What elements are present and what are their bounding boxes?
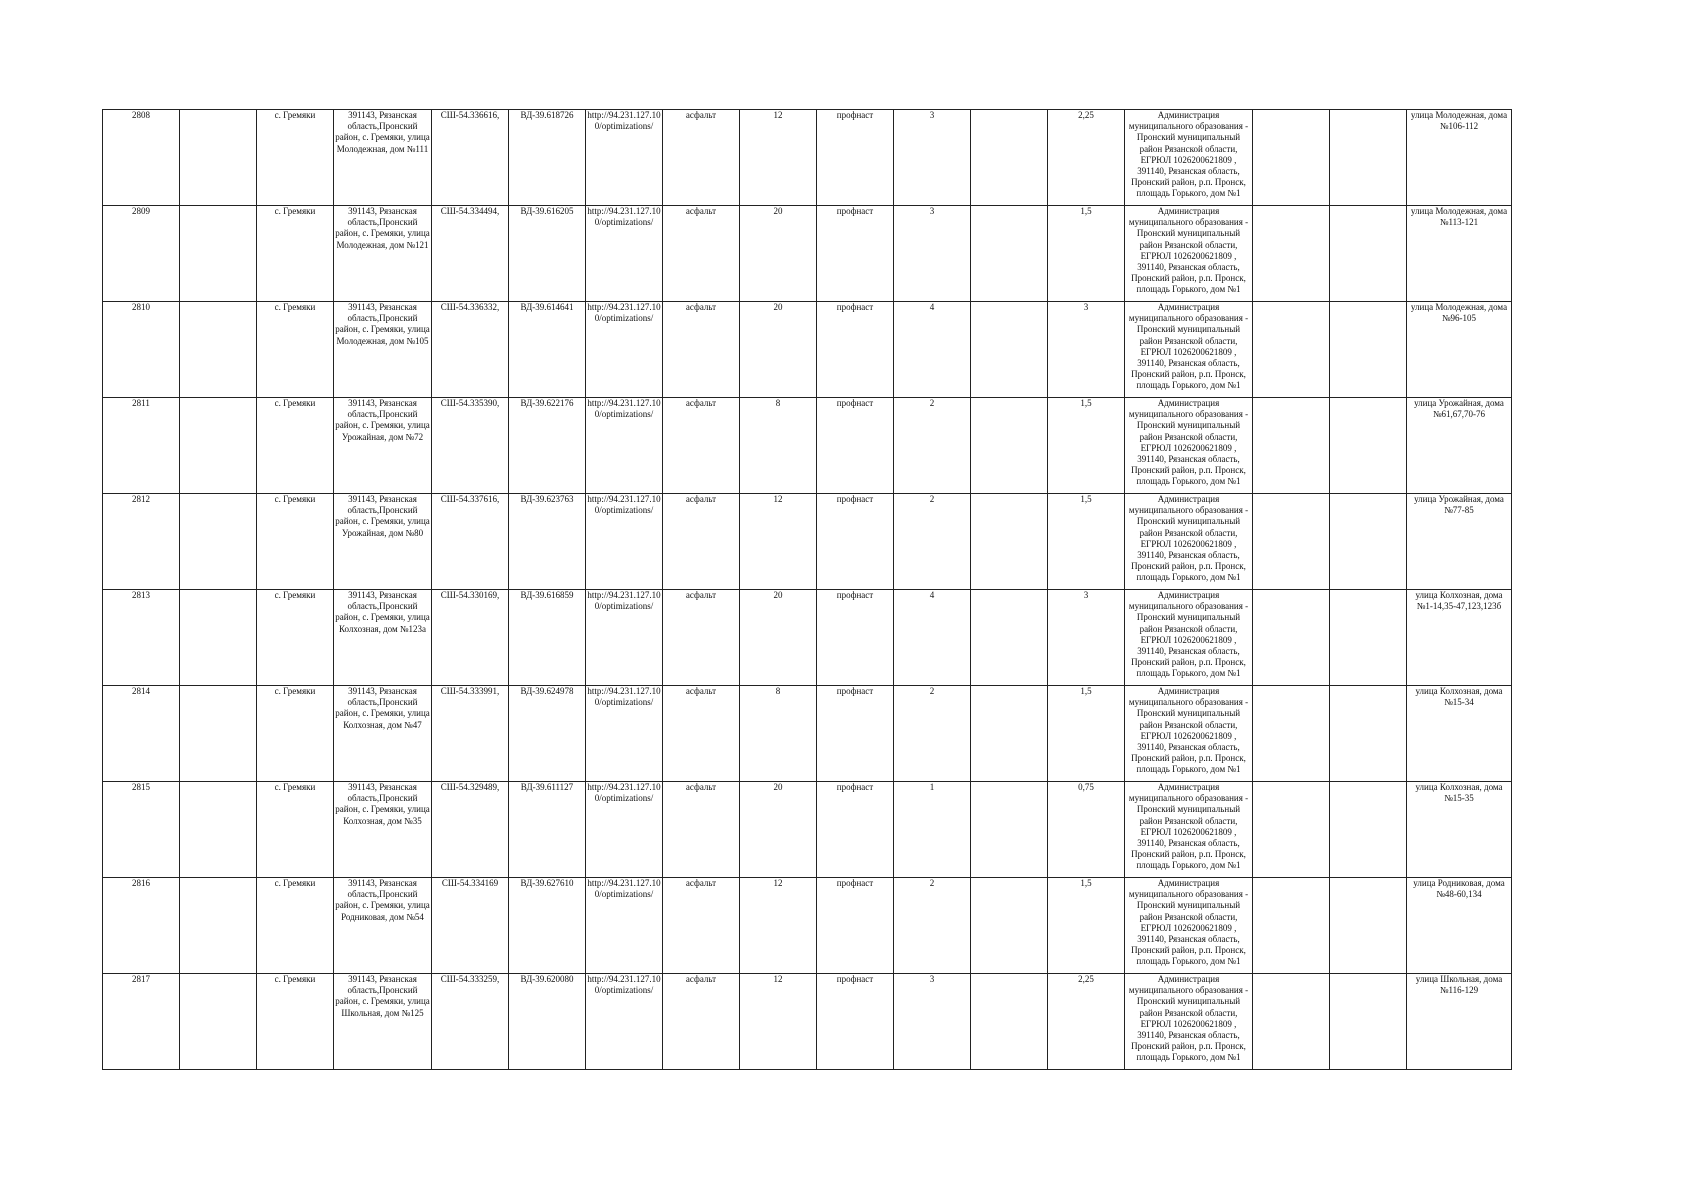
empty-cell (1330, 782, 1407, 878)
map-link-cell[interactable]: http://94.231.127.100/optimizations/ (586, 782, 663, 878)
waste-sources-cell: улица Урожайная, дома №61,67,70-76 (1407, 398, 1512, 494)
area-cell: 12 (740, 878, 817, 974)
surface-cell: асфальт (663, 398, 740, 494)
empty-cell (180, 494, 257, 590)
table-row (103, 206, 1512, 302)
empty-cell (1330, 206, 1407, 302)
empty-cell (1330, 110, 1407, 206)
table-row (103, 494, 1512, 590)
empty-cell (971, 782, 1048, 878)
owner-cell: Администрация муниципального образования - Пронский муниципальный район Рязанской области, ЕГРЮЛ 1026200621809 , 391140, Рязанская область, Пронский район, р.п. Пронск, площадь Горького, дом №1 (1125, 206, 1253, 302)
container-count-cell: 4 (894, 590, 971, 686)
owner-cell: Администрация муниципального образования - Пронский муниципальный район Рязанской области, ЕГРЮЛ 1026200621809 , 391140, Рязанская область, Пронский район, р.п. Пронск, площадь Горького, дом №1 (1125, 494, 1253, 590)
volume-cell: 3 (1048, 590, 1125, 686)
waste-sources-cell: улица Колхозная, дома №1-14,35-47,123,123б (1407, 590, 1512, 686)
empty-cell (1330, 878, 1407, 974)
locality-cell: с. Гремяки (257, 302, 334, 398)
fence-material-cell: профнаст (817, 110, 894, 206)
row-number: 2816 (103, 878, 180, 974)
longitude-cell: ВД-39.618726 (509, 110, 586, 206)
locality-cell: с. Гремяки (257, 974, 334, 1070)
empty-cell (180, 398, 257, 494)
fence-material-cell: профнаст (817, 206, 894, 302)
waste-sites-table (102, 109, 1512, 1070)
owner-cell: Администрация муниципального образования - Пронский муниципальный район Рязанской области, ЕГРЮЛ 1026200621809 , 391140, Рязанская область, Пронский район, р.п. Пронск, площадь Горького, дом №1 (1125, 302, 1253, 398)
row-number: 2811 (103, 398, 180, 494)
table-row (103, 590, 1512, 686)
longitude-cell: ВД-39.616859 (509, 590, 586, 686)
area-cell: 20 (740, 590, 817, 686)
empty-cell (180, 686, 257, 782)
surface-cell: асфальт (663, 494, 740, 590)
row-number: 2812 (103, 494, 180, 590)
empty-cell (971, 398, 1048, 494)
map-link-cell[interactable]: http://94.231.127.100/optimizations/ (586, 206, 663, 302)
document-page (102, 109, 1512, 1070)
address-cell: 391143, Рязанская область,Пронский район, с. Гремяки, улица Молодежная, дом №105 (334, 302, 432, 398)
fence-material-cell: профнаст (817, 782, 894, 878)
container-count-cell: 3 (894, 206, 971, 302)
surface-cell: асфальт (663, 590, 740, 686)
locality-cell: с. Гремяки (257, 782, 334, 878)
owner-cell: Администрация муниципального образования - Пронский муниципальный район Рязанской области, ЕГРЮЛ 1026200621809 , 391140, Рязанская область, Пронский район, р.п. Пронск, площадь Горького, дом №1 (1125, 782, 1253, 878)
volume-cell: 1,5 (1048, 206, 1125, 302)
owner-cell: Администрация муниципального образования - Пронский муниципальный район Рязанской области, ЕГРЮЛ 1026200621809 , 391140, Рязанская область, Пронский район, р.п. Пронск, площадь Горького, дом №1 (1125, 974, 1253, 1070)
longitude-cell: ВД-39.614641 (509, 302, 586, 398)
longitude-cell: ВД-39.623763 (509, 494, 586, 590)
longitude-cell: ВД-39.622176 (509, 398, 586, 494)
area-cell: 12 (740, 110, 817, 206)
waste-sources-cell: улица Школьная, дома №116-129 (1407, 974, 1512, 1070)
volume-cell: 3 (1048, 302, 1125, 398)
empty-cell (1253, 686, 1330, 782)
address-cell: 391143, Рязанская область,Пронский район, с. Гремяки, улица Родниковая, дом №54 (334, 878, 432, 974)
locality-cell: с. Гремяки (257, 686, 334, 782)
latitude-cell: СШ-54.337616, (432, 494, 509, 590)
empty-cell (1330, 974, 1407, 1070)
latitude-cell: СШ-54.334494, (432, 206, 509, 302)
table-row (103, 398, 1512, 494)
empty-cell (1330, 398, 1407, 494)
table-row (103, 110, 1512, 206)
locality-cell: с. Гремяки (257, 494, 334, 590)
surface-cell: асфальт (663, 302, 740, 398)
empty-cell (1253, 974, 1330, 1070)
volume-cell: 1,5 (1048, 878, 1125, 974)
longitude-cell: ВД-39.611127 (509, 782, 586, 878)
container-count-cell: 2 (894, 494, 971, 590)
empty-cell (1253, 398, 1330, 494)
map-link-cell[interactable]: http://94.231.127.100/optimizations/ (586, 590, 663, 686)
empty-cell (971, 686, 1048, 782)
empty-cell (971, 878, 1048, 974)
longitude-cell: ВД-39.620080 (509, 974, 586, 1070)
waste-sources-cell: улица Урожайная, дома №77-85 (1407, 494, 1512, 590)
surface-cell: асфальт (663, 974, 740, 1070)
empty-cell (1253, 206, 1330, 302)
container-count-cell: 1 (894, 782, 971, 878)
owner-cell: Администрация муниципального образования - Пронский муниципальный район Рязанской области, ЕГРЮЛ 1026200621809 , 391140, Рязанская область, Пронский район, р.п. Пронск, площадь Горького, дом №1 (1125, 110, 1253, 206)
longitude-cell: ВД-39.627610 (509, 878, 586, 974)
empty-cell (971, 206, 1048, 302)
locality-cell: с. Гремяки (257, 398, 334, 494)
surface-cell: асфальт (663, 110, 740, 206)
row-number: 2808 (103, 110, 180, 206)
empty-cell (1253, 494, 1330, 590)
area-cell: 12 (740, 494, 817, 590)
address-cell: 391143, Рязанская область,Пронский район, с. Гремяки, улица Колхозная, дом №47 (334, 686, 432, 782)
empty-cell (1330, 494, 1407, 590)
empty-cell (971, 302, 1048, 398)
empty-cell (180, 974, 257, 1070)
address-cell: 391143, Рязанская область,Пронский район, с. Гремяки, улица Колхозная, дом №123а (334, 590, 432, 686)
owner-cell: Администрация муниципального образования - Пронский муниципальный район Рязанской области, ЕГРЮЛ 1026200621809 , 391140, Рязанская область, Пронский район, р.п. Пронск, площадь Горького, дом №1 (1125, 398, 1253, 494)
latitude-cell: СШ-54.336616, (432, 110, 509, 206)
locality-cell: с. Гремяки (257, 878, 334, 974)
surface-cell: асфальт (663, 686, 740, 782)
empty-cell (971, 110, 1048, 206)
empty-cell (1330, 590, 1407, 686)
empty-cell (1253, 302, 1330, 398)
container-count-cell: 3 (894, 110, 971, 206)
container-count-cell: 3 (894, 974, 971, 1070)
address-cell: 391143, Рязанская область,Пронский район, с. Гремяки, улица Молодежная, дом №121 (334, 206, 432, 302)
table-row (103, 686, 1512, 782)
fence-material-cell: профнаст (817, 302, 894, 398)
waste-sources-cell: улица Колхозная, дома №15-34 (1407, 686, 1512, 782)
fence-material-cell: профнаст (817, 878, 894, 974)
area-cell: 12 (740, 974, 817, 1070)
empty-cell (971, 590, 1048, 686)
empty-cell (180, 302, 257, 398)
fence-material-cell: профнаст (817, 494, 894, 590)
table-row (103, 302, 1512, 398)
volume-cell: 1,5 (1048, 398, 1125, 494)
fence-material-cell: профнаст (817, 686, 894, 782)
volume-cell: 2,25 (1048, 110, 1125, 206)
latitude-cell: СШ-54.333991, (432, 686, 509, 782)
row-number: 2815 (103, 782, 180, 878)
container-count-cell: 2 (894, 686, 971, 782)
row-number: 2809 (103, 206, 180, 302)
row-number: 2814 (103, 686, 180, 782)
address-cell: 391143, Рязанская область,Пронский район, с. Гремяки, улица Колхозная, дом №35 (334, 782, 432, 878)
address-cell: 391143, Рязанская область,Пронский район, с. Гремяки, улица Урожайная, дом №72 (334, 398, 432, 494)
owner-cell: Администрация муниципального образования - Пронский муниципальный район Рязанской области, ЕГРЮЛ 1026200621809 , 391140, Рязанская область, Пронский район, р.п. Пронск, площадь Горького, дом №1 (1125, 686, 1253, 782)
latitude-cell: СШ-54.334169 (432, 878, 509, 974)
owner-cell: Администрация муниципального образования - Пронский муниципальный район Рязанской области, ЕГРЮЛ 1026200621809 , 391140, Рязанская область, Пронский район, р.п. Пронск, площадь Горького, дом №1 (1125, 878, 1253, 974)
empty-cell (1253, 878, 1330, 974)
map-link-cell[interactable]: http://94.231.127.100/optimizations/ (586, 398, 663, 494)
longitude-cell: ВД-39.624978 (509, 686, 586, 782)
locality-cell: с. Гремяки (257, 590, 334, 686)
area-cell: 8 (740, 398, 817, 494)
longitude-cell: ВД-39.616205 (509, 206, 586, 302)
address-cell: 391143, Рязанская область,Пронский район, с. Гремяки, улица Урожайная, дом №80 (334, 494, 432, 590)
empty-cell (1253, 782, 1330, 878)
surface-cell: асфальт (663, 782, 740, 878)
empty-cell (180, 206, 257, 302)
surface-cell: асфальт (663, 878, 740, 974)
map-link-cell[interactable]: http://94.231.127.100/optimizations/ (586, 494, 663, 590)
table-row (103, 878, 1512, 974)
table-body (103, 110, 1512, 1070)
row-number: 2810 (103, 302, 180, 398)
owner-cell: Администрация муниципального образования - Пронский муниципальный район Рязанской области, ЕГРЮЛ 1026200621809 , 391140, Рязанская область, Пронский район, р.п. Пронск, площадь Горького, дом №1 (1125, 590, 1253, 686)
empty-cell (180, 782, 257, 878)
fence-material-cell: профнаст (817, 974, 894, 1070)
volume-cell: 0,75 (1048, 782, 1125, 878)
waste-sources-cell: улица Колхозная, дома №15-35 (1407, 782, 1512, 878)
fence-material-cell: профнаст (817, 398, 894, 494)
fence-material-cell: профнаст (817, 590, 894, 686)
locality-cell: с. Гремяки (257, 110, 334, 206)
map-link-cell[interactable]: http://94.231.127.100/optimizations/ (586, 110, 663, 206)
address-cell: 391143, Рязанская область,Пронский район, с. Гремяки, улица Школьная, дом №125 (334, 974, 432, 1070)
table-row (103, 974, 1512, 1070)
row-number: 2813 (103, 590, 180, 686)
locality-cell: с. Гремяки (257, 206, 334, 302)
empty-cell (1330, 686, 1407, 782)
area-cell: 8 (740, 686, 817, 782)
waste-sources-cell: улица Родниковая, дома №48-60,134 (1407, 878, 1512, 974)
empty-cell (971, 974, 1048, 1070)
latitude-cell: СШ-54.330169, (432, 590, 509, 686)
volume-cell: 1,5 (1048, 494, 1125, 590)
empty-cell (971, 494, 1048, 590)
map-link-cell[interactable]: http://94.231.127.100/optimizations/ (586, 974, 663, 1070)
empty-cell (180, 110, 257, 206)
surface-cell: асфальт (663, 206, 740, 302)
address-cell: 391143, Рязанская область,Пронский район, с. Гремяки, улица Молодежная, дом №111 (334, 110, 432, 206)
empty-cell (180, 878, 257, 974)
latitude-cell: СШ-54.335390, (432, 398, 509, 494)
latitude-cell: СШ-54.329489, (432, 782, 509, 878)
table-row (103, 782, 1512, 878)
latitude-cell: СШ-54.333259, (432, 974, 509, 1070)
waste-sources-cell: улица Молодежная, дома №113-121 (1407, 206, 1512, 302)
volume-cell: 1,5 (1048, 686, 1125, 782)
map-link-cell[interactable]: http://94.231.127.100/optimizations/ (586, 686, 663, 782)
map-link-cell[interactable]: http://94.231.127.100/optimizations/ (586, 302, 663, 398)
row-number: 2817 (103, 974, 180, 1070)
container-count-cell: 2 (894, 878, 971, 974)
empty-cell (1253, 590, 1330, 686)
area-cell: 20 (740, 302, 817, 398)
area-cell: 20 (740, 206, 817, 302)
empty-cell (1253, 110, 1330, 206)
empty-cell (180, 590, 257, 686)
waste-sources-cell: улица Молодежная, дома №96-105 (1407, 302, 1512, 398)
container-count-cell: 4 (894, 302, 971, 398)
empty-cell (1330, 302, 1407, 398)
area-cell: 20 (740, 782, 817, 878)
volume-cell: 2,25 (1048, 974, 1125, 1070)
map-link-cell[interactable]: http://94.231.127.100/optimizations/ (586, 878, 663, 974)
latitude-cell: СШ-54.336332, (432, 302, 509, 398)
waste-sources-cell: улица Молодежная, дома №106-112 (1407, 110, 1512, 206)
container-count-cell: 2 (894, 398, 971, 494)
